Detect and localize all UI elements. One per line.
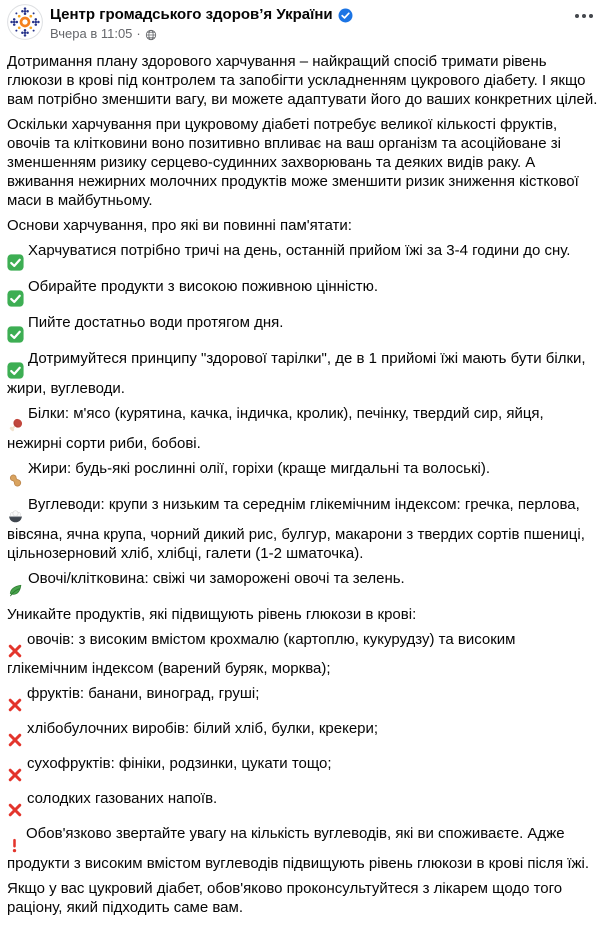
cross-icon bbox=[7, 732, 23, 748]
post-paragraph bbox=[7, 216, 599, 235]
post-paragraph bbox=[7, 241, 599, 271]
post-paragraph bbox=[7, 313, 599, 343]
post-paragraph bbox=[7, 459, 599, 489]
rice-bowl-icon bbox=[7, 508, 24, 525]
post-paragraph bbox=[7, 789, 599, 818]
post-paragraph bbox=[7, 879, 599, 917]
paragraph-text: Уникайте продуктів, які підвищують рівень глюкози в крові: bbox=[7, 606, 417, 623]
check-icon bbox=[7, 254, 24, 271]
post-paragraph bbox=[7, 404, 599, 453]
paragraph-text: сухофруктів: фініки, родзинки, цукати тощо; bbox=[27, 755, 332, 772]
paragraph-text: Оскільки харчування при цукровому діабеті потребує великої кількості фруктів, овочів та клітковини воно позитивно впливає на ваш організм та асоційоване зі зменшенням ризику серцево-судинних захворювань та деяких видів раку. А вживання нежирних молочних продуктів може зменшити ризик зниження кісткової маси в майбутньому. bbox=[7, 116, 583, 209]
avatar[interactable] bbox=[7, 4, 43, 40]
post-paragraph bbox=[7, 719, 599, 748]
post-paragraph bbox=[7, 605, 599, 624]
paragraph-text: Жири: будь-які рослинні олії, горіхи (краще мигдальні та волоські). bbox=[28, 460, 491, 477]
check-icon bbox=[7, 326, 24, 343]
post-paragraph bbox=[7, 52, 599, 109]
exclamation-icon bbox=[7, 837, 22, 854]
phc-ukraine-logo-icon bbox=[7, 4, 43, 40]
paragraph-text: Основи харчування, про які ви повинні пам'ятати: bbox=[7, 217, 352, 234]
poultry-leg-icon bbox=[7, 417, 24, 434]
cross-icon bbox=[7, 767, 23, 783]
post-paragraph bbox=[7, 495, 599, 563]
post-timestamp[interactable]: Вчера в 11:05 bbox=[50, 26, 133, 41]
three-dots-icon bbox=[575, 14, 593, 18]
paragraph-text: овочів: з високим вмістом крохмалю (картоплю, кукурудзу) та високим глікемічним індексом (варений буряк, морква); bbox=[7, 631, 520, 677]
post-paragraph bbox=[7, 115, 599, 210]
verified-badge-icon bbox=[338, 8, 353, 23]
separator-dot: · bbox=[136, 26, 141, 41]
paragraph-text: Обирайте продукти з високою поживною цінністю. bbox=[28, 278, 379, 295]
post-paragraph bbox=[7, 630, 599, 678]
paragraph-text: Обов'язково звертайте увагу на кількість вуглеводів, які ви споживаєте. Адже продукти з високим вмістом вуглеводів підвищують рівень глюкози в крові після їжі. bbox=[7, 825, 590, 872]
post-options-button[interactable] bbox=[569, 6, 599, 26]
post-paragraph bbox=[7, 684, 599, 713]
paragraph-text: Дотримуйтеся принципу "здорової тарілки", де в 1 прийомі їжі мають бути білки, жири, вуглеводи. bbox=[7, 350, 590, 397]
public-globe-icon bbox=[145, 29, 157, 41]
post-paragraph bbox=[7, 754, 599, 783]
paragraph-text: Вуглеводи: крупи з низьким та середнім глікемічним індексом: гречка, перлова, вівсяна, ячна крупа, чорний дикий рис, булгур, макарони з твердих сортів пшениці, цільнозерновий хліб, хлібці, галети (1-2 шматочка). bbox=[7, 496, 590, 562]
paragraph-text: Якщо у вас цукровий діабет, обов'яково проконсультуйтеся з лікарем щодо того раціону, який підходить саме вам. bbox=[7, 880, 567, 916]
paragraph-text: фруктів: банани, виноград, груші; bbox=[27, 685, 260, 702]
leafy-greens-icon bbox=[7, 582, 24, 599]
paragraph-text: Дотримання плану здорового харчування – найкращий спосіб тримати рівень глюкози в крові під контролем та запобігти ускладненням цукрового діабету. І якщо вам потрібно зменшити вагу, ви можете адаптувати його до ваших конкретних цілей. bbox=[7, 53, 598, 108]
post-body bbox=[7, 52, 599, 917]
check-icon bbox=[7, 290, 24, 307]
paragraph-text: Пийте достатньо води протягом дня. bbox=[28, 314, 284, 331]
paragraph-text: Харчуватися потрібно тричі на день, останній прийом їжі за 3-4 години до сну. bbox=[28, 242, 571, 259]
header-meta bbox=[50, 4, 569, 42]
paragraph-text: Овочі/клітковина: свіжі чи заморожені овочі та зелень. bbox=[28, 570, 405, 587]
post-paragraph bbox=[7, 277, 599, 307]
post-paragraph bbox=[7, 569, 599, 599]
cross-icon bbox=[7, 697, 23, 713]
cross-icon bbox=[7, 802, 23, 818]
peanut-icon bbox=[7, 472, 24, 489]
post-paragraph bbox=[7, 349, 599, 398]
paragraph-text: Білки: м'ясо (курятина, качка, індичка, кролик), печінку, твердий сир, яйця, нежирні сорти риби, бобові. bbox=[7, 405, 548, 452]
post-paragraph bbox=[7, 824, 599, 873]
cross-icon bbox=[7, 643, 23, 659]
page-name-link[interactable]: Центр громадського здоров’я України bbox=[50, 6, 333, 23]
check-icon bbox=[7, 362, 24, 379]
post-header bbox=[7, 3, 599, 42]
paragraph-text: хлібобулочних виробів: білий хліб, булки, крекери; bbox=[27, 720, 379, 737]
paragraph-text: солодких газованих напоїв. bbox=[27, 790, 218, 807]
